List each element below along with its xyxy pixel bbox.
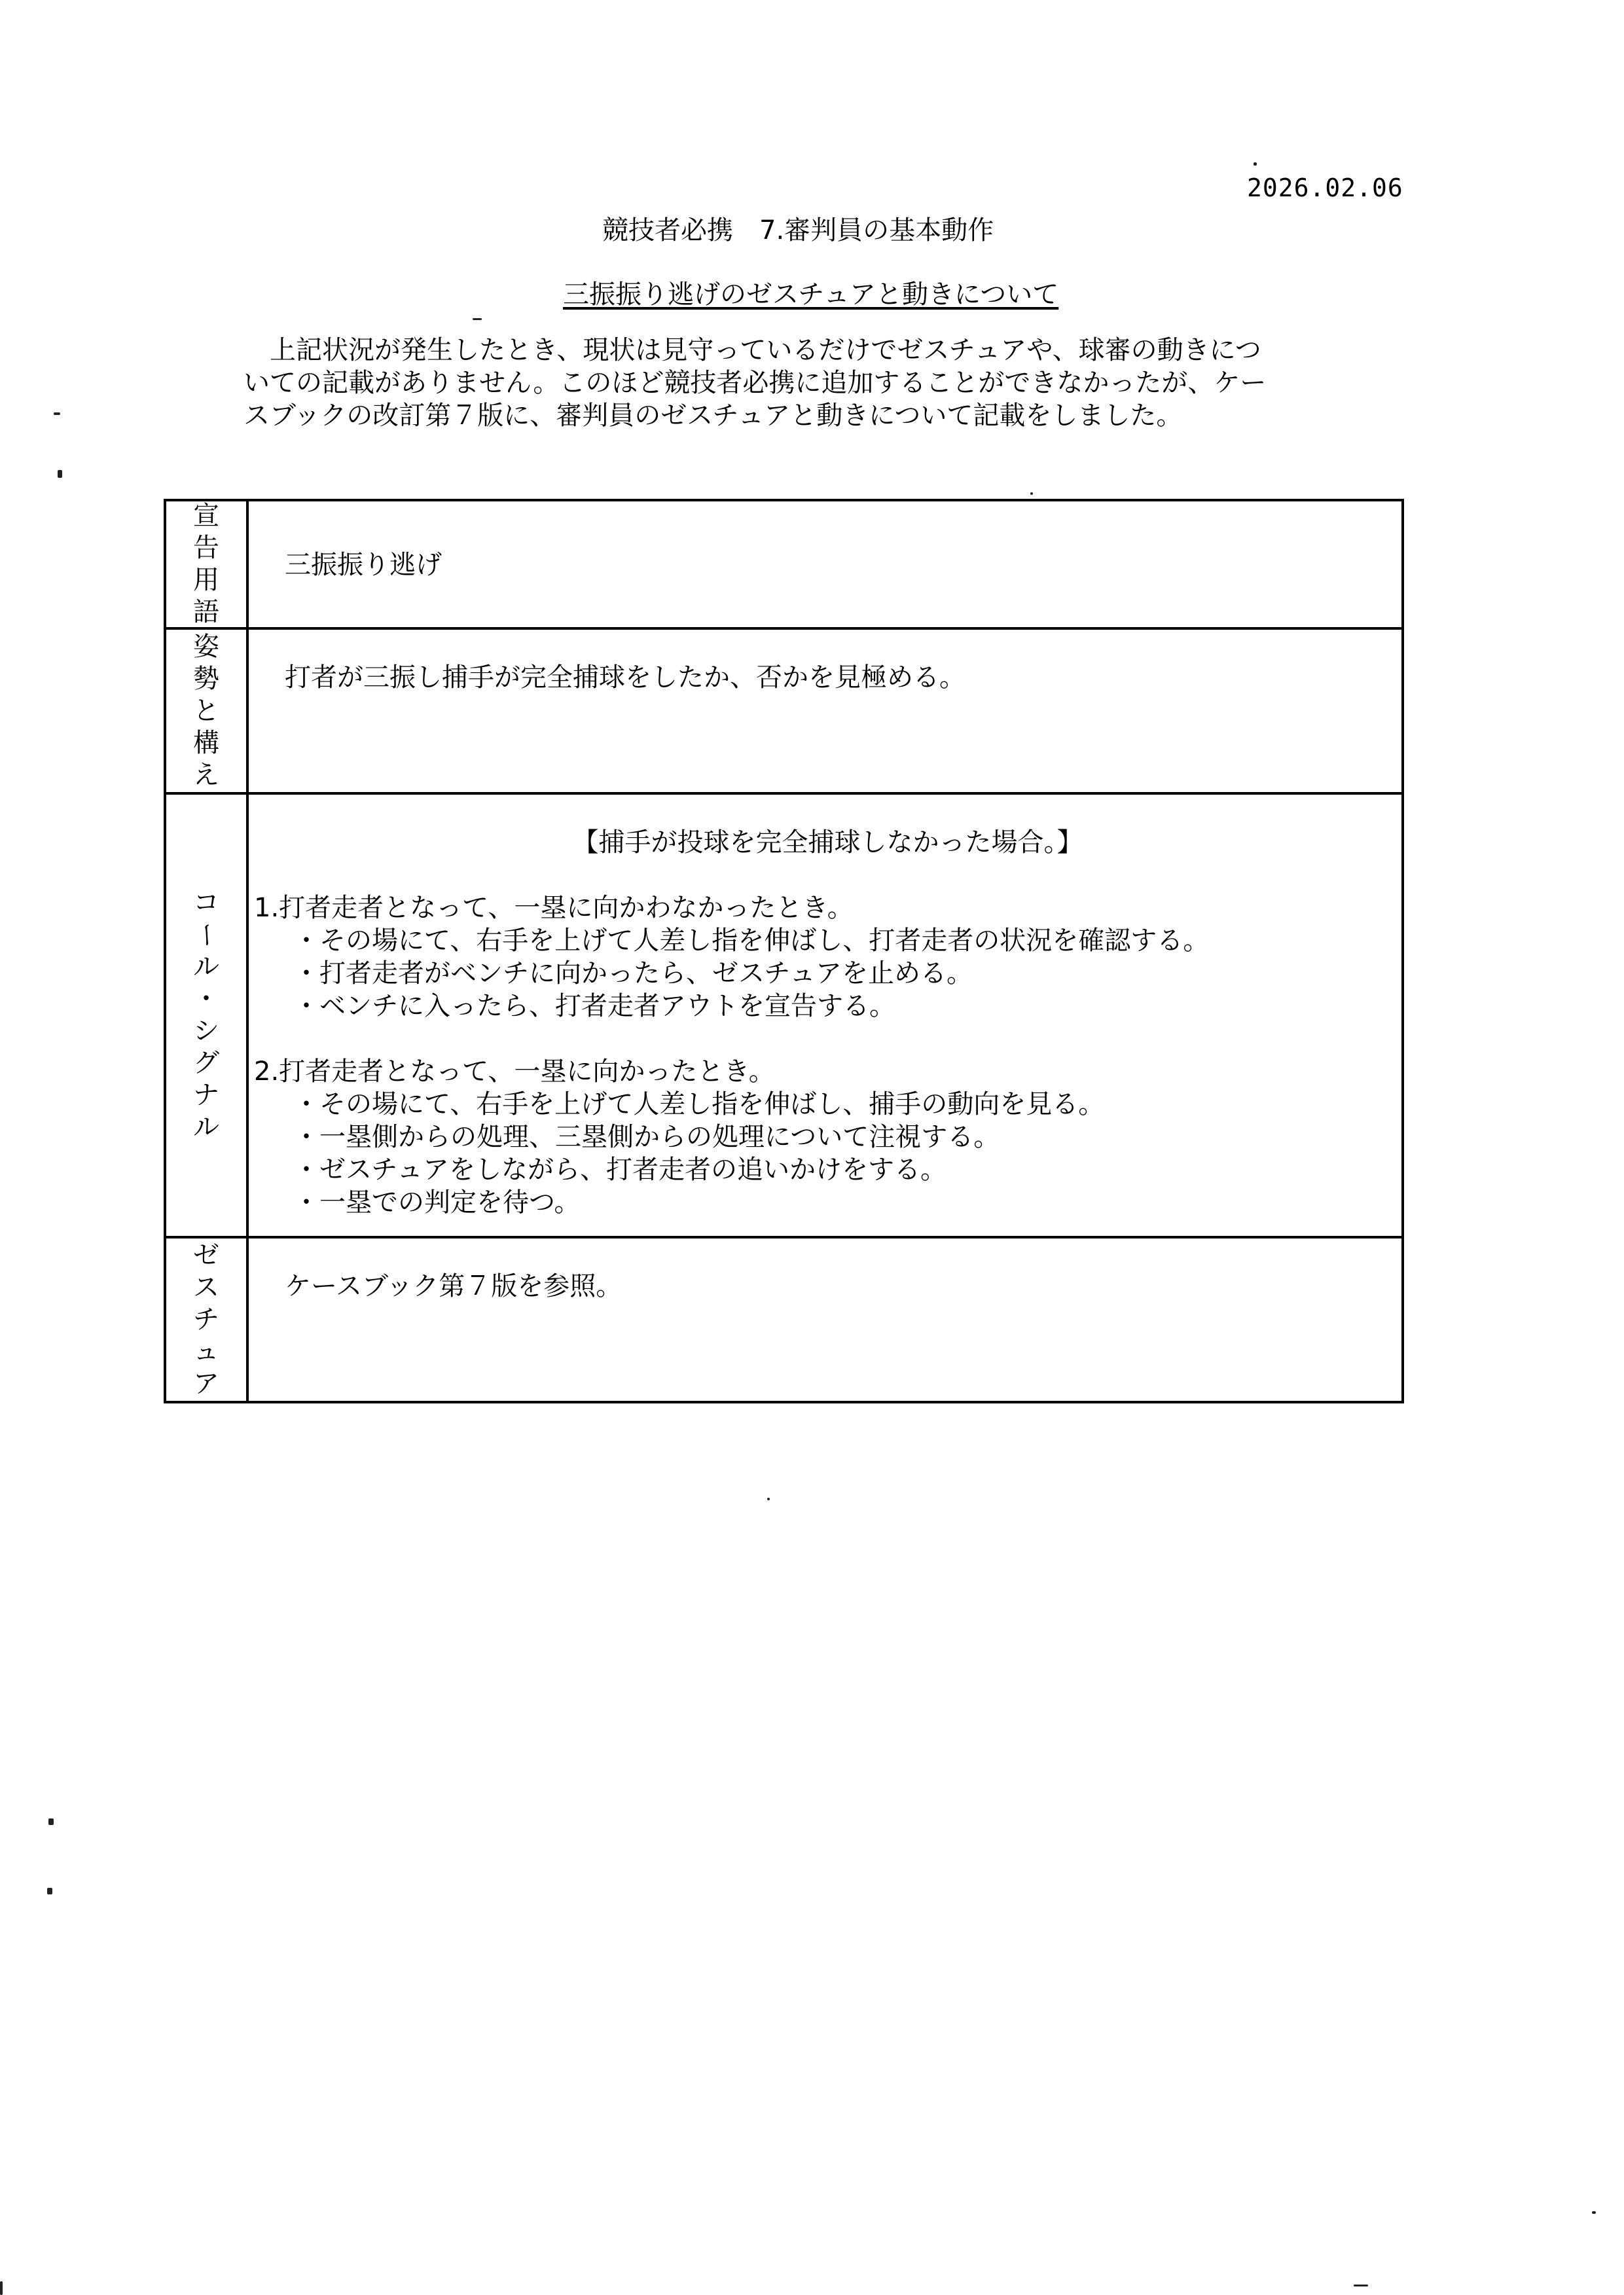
scan-speck [48,1818,54,1825]
table-row-declaration [165,500,1403,628]
table-row-posture [165,628,1403,793]
case-2-item: ・その場にて、右手を上げて人差し指を伸ばし、捕手の動向を見る。 [293,1089,1105,1119]
label-char: ル [193,1112,219,1142]
label-char: ゼ [193,1240,219,1271]
case-2-item: ・ゼスチュアをしながら、打者走者の追いかけをする。 [293,1155,947,1185]
case-1-item: ・その場にて、右手を上げて人差し指を伸ばし、打者走者の状況を確認する。 [293,926,1210,956]
scan-speck [1592,2211,1596,2214]
label-char: 構 [193,727,219,758]
intro-line: いての記載がありません。このほど競技者必携に追加することができなかったが、ケー [244,368,1267,398]
row-content-declaration [247,500,1403,628]
document-date: 2026.02.06 [1247,173,1403,202]
intro-line: スブックの改訂第７版に、審判員のゼスチュアと動きについて記載をしました。 [244,401,1183,431]
call-signal-caption: 【捕手が投球を完全捕球しなかった場合。】 [572,827,1083,858]
label-char: チ [193,1304,219,1335]
row-label-posture [165,628,247,793]
document-title: 三振振り逃げのゼスチュアと動きについて [563,280,1059,310]
label-char: ル [193,952,219,982]
intro-paragraph [244,334,1396,432]
case-2-title: 2.打者走者となって、一塁に向かったとき。 [254,1057,775,1087]
case-1-item: ・打者走者がベンチに向かったら、ゼスチュアを止める。 [293,958,973,988]
posture-text: 打者が三振し捕手が完全捕球をしたか、否かを見極める。 [285,662,965,693]
case-1-item: ・ベンチに入ったら、打者走者アウトを宣告する。 [293,991,895,1021]
scan-speck [0,2281,3,2295]
case-2-item: ・一塁側からの処理、三塁側からの処理について注視する。 [293,1122,1000,1152]
case-1-title: 1.打者走者となって、一塁に向かわなかったとき。 [254,893,854,923]
label-char: シ [193,1016,219,1046]
label-char: コ [193,888,219,918]
label-char: ー [191,922,222,949]
row-label-call-signal [165,793,247,1237]
procedure-table [164,499,1404,1403]
document-header: 競技者必携 7.審判員の基本動作 [602,215,994,245]
intro-line: 上記状況が発生したとき、現状は見守っているだけでゼスチュアや、球審の動きにつ [244,335,1261,365]
case-2-item: ・一塁での判定を待つ。 [293,1187,581,1218]
scan-speck [473,318,482,320]
declaration-text: 三振振り逃げ [285,550,442,580]
label-char: ュ [193,1336,219,1367]
label-char: 姿 [193,631,219,662]
label-char: 用 [193,565,219,595]
label-char: 告 [193,533,219,563]
row-content-call-signal [247,793,1403,1237]
scan-speck [58,470,62,478]
label-char: 語 [193,597,219,627]
scan-speck [54,412,60,415]
scan-speck [767,1498,770,1500]
row-content-gesture [247,1237,1403,1402]
label-char: 勢 [193,663,219,694]
scan-speck [1354,2285,1368,2286]
label-char: ス [193,1272,219,1303]
label-char: ア [193,1368,219,1399]
row-label-declaration [165,500,247,628]
label-char: と [193,695,219,726]
scan-speck [1030,492,1033,495]
scan-speck [47,1888,52,1894]
label-char: ・ [193,984,219,1014]
gesture-text: ケースブック第７版を参照。 [285,1271,623,1301]
label-char: 宣 [193,501,219,531]
row-content-posture [247,628,1403,793]
label-char: え [193,759,219,790]
table-row-gesture [165,1237,1403,1402]
scan-speck [1254,162,1257,166]
table-row-call-signal [165,793,1403,1237]
label-char: ナ [193,1080,219,1110]
row-label-gesture [165,1237,247,1402]
label-char: グ [193,1048,219,1078]
